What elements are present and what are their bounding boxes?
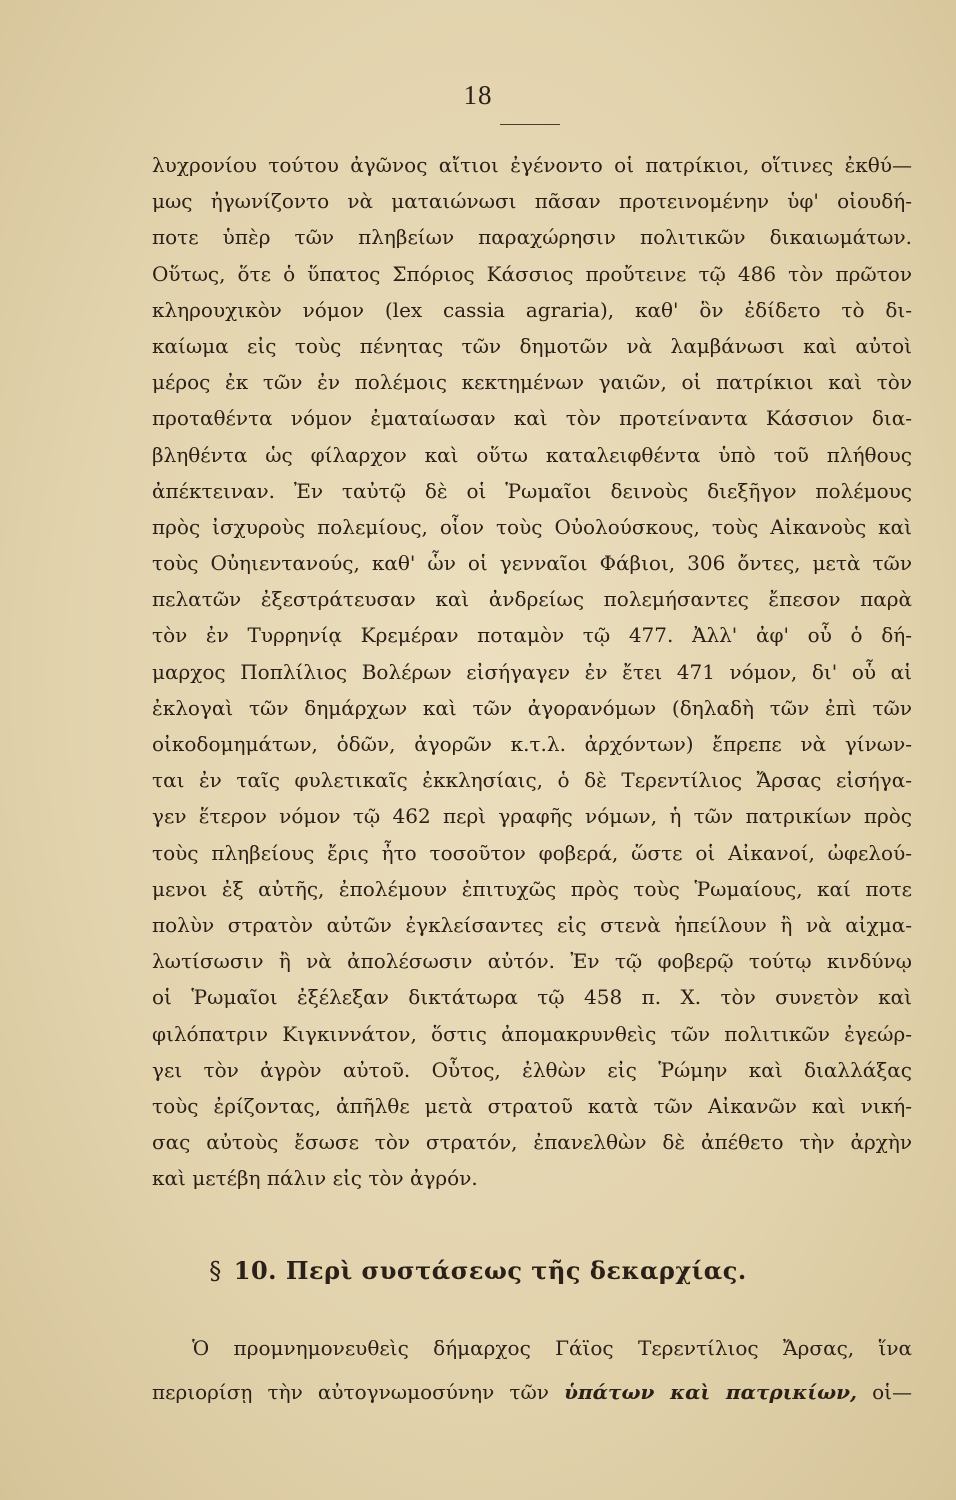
text-line: Οὕτως, ὅτε ὁ ὕπατος Σπόριος Κάσσιος προὔτεινε τῷ 486 τὸν πρῶτον [152, 261, 912, 286]
text-line: ἐκλογαὶ τῶν δημάρχων καὶ τῶν ἀγορανόμων (δηλαδὴ τῶν ἐπὶ τῶν [152, 695, 912, 720]
text-line: καὶ μετέβη πάλιν εἰς τὸν ἀγρόν. [152, 1166, 478, 1191]
text-line: Ὁ προμνημονευθεὶς δήμαρχος Γάϊος Τερεντίλιος Ἄρσας, ἵνα [192, 1336, 912, 1360]
text-line: μέρος ἐκ τῶν ἐν πολέμοις κεκτημένων γαιῶν, οἱ πατρίκιοι καὶ τὸν [152, 370, 912, 395]
text-line: κληρουχικὸν νόμον (lex cassia agraria), καθ' ὃν ἐδίδετο τὸ δι- [152, 297, 912, 322]
text-line: καίωμα εἰς τοὺς πένητας τῶν δημοτῶν νὰ λαμβάνωσι καὶ αὐτοὶ [152, 333, 912, 358]
text-line: πελατῶν ἐξεστράτευσαν καὶ ἀνδρείως πολεμήσαντες ἔπεσον παρὰ [152, 587, 912, 612]
text-run: περιορίσῃ τὴν αὐτογνωμοσύνην τῶν [152, 1380, 549, 1404]
text-line: ἀπέκτειναν. Ἐν ταὐτῷ δὲ οἱ Ῥωμαῖοι δεινοὺς διεξῆγον πολέμους [152, 478, 912, 503]
page-number-rule [500, 124, 560, 125]
text-line: γεν ἕτερον νόμον τῷ 462 περὶ γραφῆς νόμων, ἡ τῶν πατρικίων πρὸς [152, 804, 912, 829]
text-line: μαρχος Ποπλίλιος Βολέρων εἰσήγαγεν ἐν ἔτει 471 νόμον, δι' οὗ αἱ [152, 659, 912, 684]
text-line: οἱ Ῥωμαῖοι ἐξέλεξαν δικτάτωρα τῷ 458 π. Χ. τὸν συνετὸν καὶ [152, 985, 912, 1010]
emphasized-text: ὑπάτων καὶ πατρικίων, [564, 1380, 857, 1404]
section-title-text: 10. Περὶ συστάσεως τῆς δεκαρχίας. [233, 1256, 747, 1285]
text-line: τοὺς ἐρίζοντας, ἀπῆλθε μετὰ στρατοῦ κατὰ τῶν Αἰκανῶν καὶ νική- [152, 1093, 912, 1118]
section-heading [0, 1256, 956, 1285]
text-line: πολὺν στρατὸν αὐτῶν ἐγκλείσαντες εἰς στενὰ ἠπείλουν ἢ νὰ αἰχμα- [152, 912, 912, 937]
section-text [152, 1326, 912, 1414]
text-line [152, 1370, 912, 1414]
text-line: βληθέντα ὡς φίλαρχον καὶ οὕτω καταλειφθέντα ὑπὸ τοῦ πλήθους [152, 442, 912, 467]
text-line: γει τὸν ἀγρὸν αὐτοῦ. Οὗτος, ἐλθὼν εἰς Ῥώμην καὶ διαλλάξας [152, 1057, 912, 1082]
text-line: πρὸς ἰσχυροὺς πολεμίους, οἷον τοὺς Οὐολούσκους, τοὺς Αἰκανοὺς καὶ [152, 514, 912, 539]
text-line: λυχρονίου τούτου ἀγῶνος αἴτιοι ἐγένοντο οἱ πατρίκιοι, οἵτινες ἐκθύ— [152, 153, 912, 177]
text-line: τοὺς Οὐηιεντανούς, καθ' ὧν οἱ γενναῖοι Φάβιοι, 306 ὄντες, μετὰ τῶν [152, 551, 912, 576]
body-text [152, 147, 912, 1196]
text-line: τοὺς πληβείους ἔρις ἦτο τοσοῦτον φοβερά, ὥστε οἱ Αἰκανοί, ὠφελού- [152, 840, 912, 865]
text-line: λωτίσωσιν ἢ νὰ ἀπολέσωσιν αὐτόν. Ἐν τῷ φοβερῷ τούτῳ κινδύνῳ [152, 949, 912, 974]
text-line: τὸν ἐν Τυρρηνίᾳ Κρεμέραν ποταμὸν τῷ 477. Ἀλλ' ἀφ' οὗ ὁ δή- [152, 623, 912, 648]
text-run: οἱ— [872, 1380, 912, 1404]
section-mark: § [209, 1257, 222, 1285]
text-line: ποτε ὑπὲρ τῶν πληβείων παραχώρησιν πολιτικῶν δικαιωμάτων. [152, 225, 912, 250]
text-line: ται ἐν ταῖς φυλετικαῖς ἐκκλησίαις, ὁ δὲ Τερεντίλιος Ἄρσας εἰσήγα- [152, 768, 912, 793]
text-line: προταθέντα νόμον ἐματαίωσαν καὶ τὸν προτείναντα Κάσσιον δια- [152, 406, 912, 431]
text-line: φιλόπατριν Κιγκιννάτον, ὅστις ἀπομακρυνθεὶς τῶν πολιτικῶν ἐγεώρ- [152, 1021, 912, 1046]
text-line: μως ἠγωνίζοντο νὰ ματαιώνωσι πᾶσαν προτεινομένην ὑφ' οἱουδή- [152, 189, 912, 214]
page-number: 18 [463, 80, 493, 110]
text-line: σας αὐτοὺς ἔσωσε τὸν στρατόν, ἐπανελθὼν δὲ ἀπέθετο τὴν ἀρχὴν [152, 1130, 912, 1155]
text-line: μενοι ἐξ αὐτῆς, ἐπολέμουν ἐπιτυχῶς πρὸς τοὺς Ῥωμαίους, καί ποτε [152, 876, 912, 901]
text-line: οἰκοδομημάτων, ὁδῶν, ἀγορῶν κ.τ.λ. ἀρχόντων) ἔπρεπε νὰ γίνων- [152, 732, 912, 756]
